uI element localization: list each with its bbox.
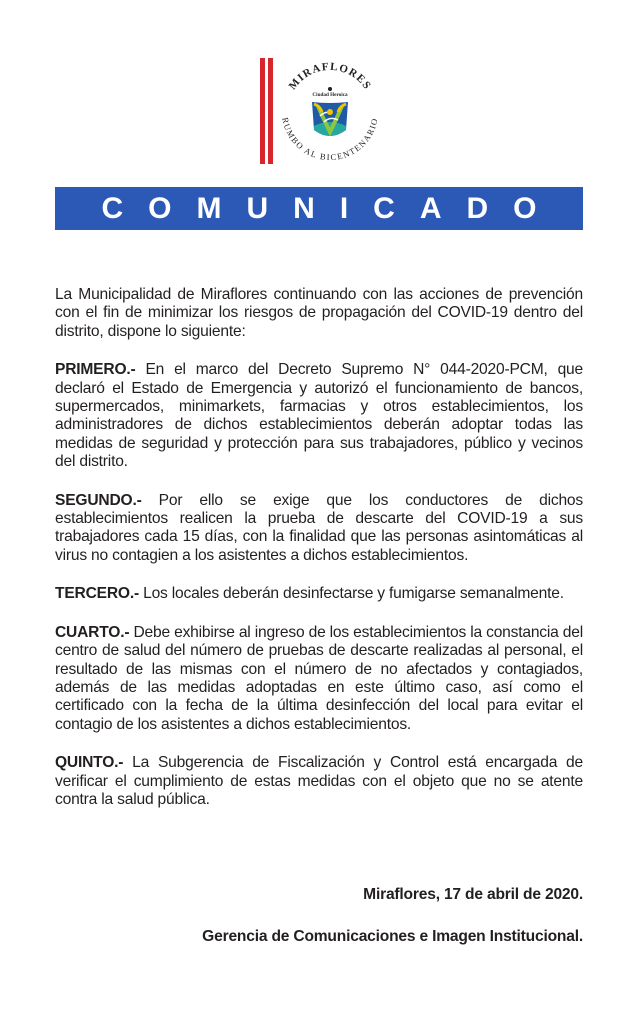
issuing-department: Gerencia de Comunicaciones e Imagen Institucional. — [202, 928, 583, 945]
section-label: TERCERO.- — [55, 585, 139, 603]
logo-motto-text: Ciudad Heroica — [312, 92, 348, 98]
section-text: La Subgerencia de Fiscalización y Control está encargada de verificar el cumplimiento de estas medidas con el objeto que no se atente contra la salud pública. — [55, 754, 583, 808]
section-text: Por ello se exige que los conductores de dichos establecimientos realicen la prueba de descarte del COVID-19 a sus trabajadores cada 15 días, con la finalidad que las personas asintomáticas al virus no contagien a los asistentes a dichos establecimientos. — [55, 491, 583, 564]
comunicado-banner — [55, 187, 583, 230]
section-primero — [55, 361, 583, 471]
section-cuarto — [55, 624, 583, 734]
section-segundo — [55, 492, 583, 566]
section-tercero — [55, 585, 583, 603]
section-label: CUARTO.- — [55, 623, 130, 641]
place-date: Miraflores, 17 de abril de 2020. — [363, 886, 583, 903]
logo-red-stripe-right — [268, 58, 273, 164]
logo-arc-bottom-text: RUMBO AL BICENTENARIO — [280, 116, 380, 163]
banner-title: COMUNICADO — [101, 191, 562, 225]
logo-arc-top-text: MIRAFLORES — [286, 60, 374, 93]
section-text: Los locales deberán desinfectarse y fumigarse semanalmente. — [143, 585, 564, 603]
section-label: QUINTO.- — [55, 754, 124, 772]
communique-body — [55, 286, 583, 829]
signature-block — [202, 886, 583, 946]
intro-paragraph: La Municipalidad de Miraflores continuando con las acciones de prevención con el fin de minimizar los riesgos de propagación del COVID-19 dentro del distrito, dispone lo siguiente: — [55, 286, 583, 340]
municipal-logo — [258, 56, 384, 168]
section-label: PRIMERO.- — [55, 361, 136, 379]
section-text: En el marco del Decreto Supremo N° 044-2020-PCM, que declaró el Estado de Emergencia y autorizó el funcionamiento de bancos, supermercados, minimarkets, farmacias y otros establecimientos, los administradores de dichos establecimientos deberán adoptar todas las medidas de seguridad y protección para sus trabajadores, público y vecinos del distrito. — [55, 361, 583, 471]
miraflores-seal-icon — [274, 56, 386, 168]
section-label: SEGUNDO.- — [55, 491, 142, 509]
section-quinto — [55, 754, 583, 809]
section-text: Debe exhibirse al ingreso de los establecimientos la constancia del centro de salud del número de pruebas de descarte realizadas al personal, el resultado de las mismas con el número de no afectados y contagiados, además de las medidas adoptadas en este último caso, así como el certificado con la fecha de la última desinfección del local para evitar el contagio de los asistentes a dichos establecimientos. — [55, 623, 583, 733]
